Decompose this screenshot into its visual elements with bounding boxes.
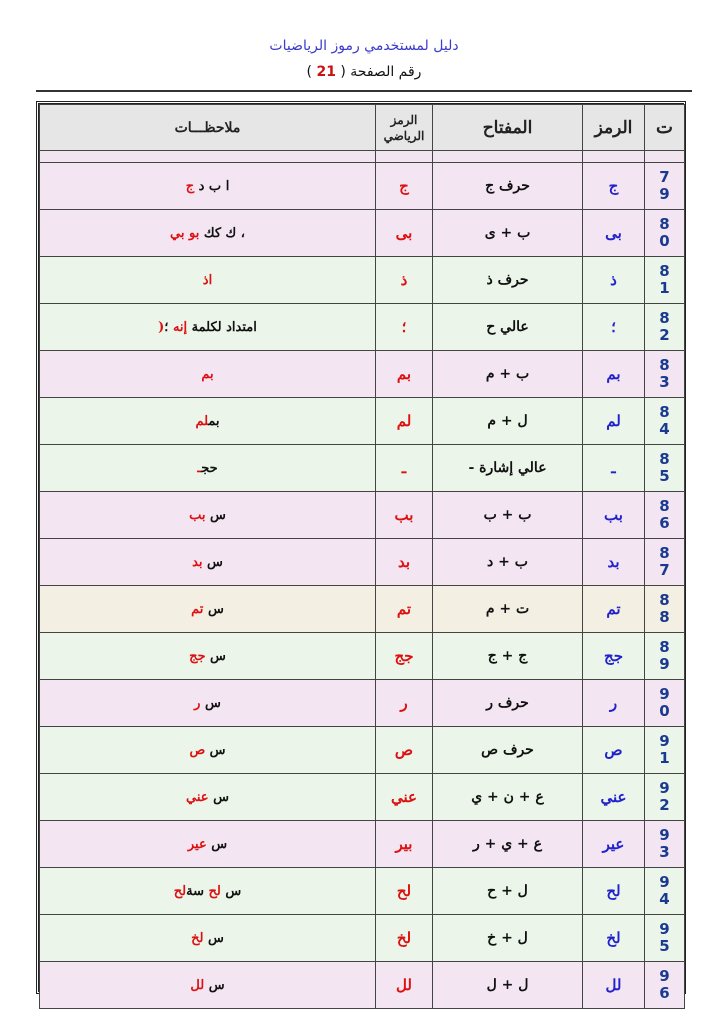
row-number-digit-1: 7 [659, 168, 670, 186]
math-symbol-cell: لم [376, 398, 433, 445]
row-number-digit-1: 8 [659, 309, 670, 327]
key-cell: ب + ى [433, 210, 583, 257]
notes-cell [40, 727, 376, 774]
key-cell: ع + ي + ر [433, 821, 583, 868]
math-symbol-cell: لح [376, 868, 433, 915]
note-highlight: بو بي [170, 225, 200, 241]
row-number-digit-2: 5 [659, 937, 670, 955]
key-cell: ب + م [433, 351, 583, 398]
note-text: س [203, 930, 224, 946]
column-header-t: ت [645, 105, 685, 151]
column-header-math-symbol [376, 105, 433, 151]
notes-cell [40, 915, 376, 962]
row-number [645, 304, 685, 351]
row-number [645, 727, 685, 774]
note-highlight: جج [189, 648, 206, 664]
row-number [645, 821, 685, 868]
key-cell: ل + م [433, 398, 583, 445]
table-row [40, 210, 685, 257]
row-number [645, 915, 685, 962]
table-row [40, 868, 685, 915]
symbol-cell: ر [583, 680, 645, 727]
notes-cell [40, 398, 376, 445]
symbol-cell: جج [583, 633, 645, 680]
row-number-digit-2: 2 [659, 796, 670, 814]
notes-cell [40, 821, 376, 868]
note-highlight: لح [208, 883, 221, 899]
key-cell: حرف ص [433, 727, 583, 774]
note-highlight: عني [186, 789, 209, 805]
key-cell: ب + د [433, 539, 583, 586]
symbol-cell: لل [583, 962, 645, 1009]
math-symbol-cell: ج [376, 163, 433, 210]
notes-cell [40, 351, 376, 398]
note-highlight: لم [195, 413, 209, 429]
note-text: ا ب د [194, 178, 230, 194]
key-cell: حرف ج [433, 163, 583, 210]
table-row [40, 351, 685, 398]
table-row [40, 774, 685, 821]
page-number-line [0, 64, 728, 80]
notes-cell [40, 586, 376, 633]
document-title: دليل لمستخدمي رموز الرياضيات [269, 38, 459, 54]
row-number-digit-2: 9 [659, 185, 670, 203]
math-symbol-cell: ر [376, 680, 433, 727]
note-highlight: بب [189, 507, 206, 523]
column-header-notes: ملاحظـــات [40, 105, 376, 151]
row-number [645, 586, 685, 633]
notes-cell [40, 304, 376, 351]
table-row [40, 586, 685, 633]
symbol-cell: عني [583, 774, 645, 821]
notes-cell [40, 539, 376, 586]
table-row [40, 398, 685, 445]
table-row [40, 445, 685, 492]
column-header-symbol: الرمز [583, 105, 645, 151]
notes-cell [40, 868, 376, 915]
row-number [645, 398, 685, 445]
row-number [645, 868, 685, 915]
key-cell: ع + ن + ي [433, 774, 583, 821]
symbol-cell: لم [583, 398, 645, 445]
note-text: س [203, 601, 224, 617]
key-cell: عالي ح [433, 304, 583, 351]
header-divider [36, 90, 692, 92]
math-symbol-cell: ذ [376, 257, 433, 304]
table-row [40, 821, 685, 868]
row-number-digit-2: 3 [659, 373, 670, 391]
note-highlight: إنه [172, 319, 188, 335]
row-number-digit-1: 8 [659, 356, 670, 374]
note-extra-highlight: لح [173, 883, 187, 899]
key-cell: حرف ر [433, 680, 583, 727]
math-symbol-cell: لل [376, 962, 433, 1009]
note-highlight: لل [190, 977, 205, 993]
row-number-digit-2: 0 [659, 232, 670, 250]
note-extra-highlight: ( [158, 319, 165, 335]
note-highlight: ج [185, 178, 195, 194]
note-text: س [220, 883, 242, 899]
note-highlight: تم [191, 601, 204, 617]
row-number [645, 351, 685, 398]
symbol-cell: لخ [583, 915, 645, 962]
row-number-digit-2: 1 [659, 279, 670, 297]
symbol-cell: بم [583, 351, 645, 398]
row-number-digit-1: 8 [659, 638, 670, 656]
note-text: س [205, 742, 226, 758]
symbol-cell: ؛ [583, 304, 645, 351]
row-number [645, 445, 685, 492]
row-number-digit-1: 9 [659, 732, 670, 750]
table-row [40, 915, 685, 962]
row-number-digit-2: 7 [659, 561, 670, 579]
row-number-digit-2: 1 [659, 749, 670, 767]
notes-cell [40, 492, 376, 539]
key-cell: ت + م [433, 586, 583, 633]
column-header-key: المفتاح [433, 105, 583, 151]
math-symbol-cell: بى [376, 210, 433, 257]
row-number-digit-1: 8 [659, 215, 670, 233]
key-cell: ل + ل [433, 962, 583, 1009]
key-cell: ج + ج [433, 633, 583, 680]
math-symbol-cell: لخ [376, 915, 433, 962]
note-text: س [202, 554, 223, 570]
math-symbol-cell: ص [376, 727, 433, 774]
note-highlight: ـ [197, 460, 202, 476]
note-highlight: بد [192, 554, 203, 570]
row-number-digit-1: 9 [659, 826, 670, 844]
note-text: س [204, 977, 225, 993]
row-number-digit-2: 4 [659, 890, 670, 908]
row-number-digit-1: 8 [659, 497, 670, 515]
symbol-cell: ذ [583, 257, 645, 304]
table-row [40, 633, 685, 680]
table-row [40, 680, 685, 727]
table-row [40, 727, 685, 774]
row-number-digit-1: 8 [659, 450, 670, 468]
symbol-cell: بب [583, 492, 645, 539]
notes-cell [40, 962, 376, 1009]
note-extra: سة [186, 883, 204, 899]
row-number-digit-1: 8 [659, 403, 670, 421]
row-number-digit-2: 9 [659, 655, 670, 673]
row-number [645, 633, 685, 680]
row-number-digit-1: 8 [659, 591, 670, 609]
symbol-cell: تم [583, 586, 645, 633]
table-row [40, 962, 685, 1009]
row-number-digit-2: 0 [659, 702, 670, 720]
key-cell: ل + ح [433, 868, 583, 915]
note-text: امتداد لكلمة [187, 319, 257, 335]
row-number-digit-2: 2 [659, 326, 670, 344]
table-row [40, 539, 685, 586]
note-text: بم [208, 413, 220, 429]
table-row [40, 492, 685, 539]
symbol-cell: عير [583, 821, 645, 868]
notes-cell [40, 210, 376, 257]
note-text: س [205, 507, 226, 523]
table-header-row [40, 105, 685, 151]
symbol-cell: ج [583, 163, 645, 210]
note-text: س [200, 695, 221, 711]
note-highlight: عير [187, 836, 207, 852]
symbol-cell: بد [583, 539, 645, 586]
math-symbol-cell: بب [376, 492, 433, 539]
row-number-digit-2: 4 [659, 420, 670, 438]
notes-cell [40, 680, 376, 727]
note-text: س [208, 789, 229, 805]
row-number [645, 774, 685, 821]
row-number-digit-2: 5 [659, 467, 670, 485]
row-number-digit-2: 6 [659, 984, 670, 1002]
table-row [40, 304, 685, 351]
math-symbol-cell: بد [376, 539, 433, 586]
symbol-cell: ـ [583, 445, 645, 492]
row-number-digit-1: 8 [659, 544, 670, 562]
note-highlight: بم [201, 366, 214, 382]
note-highlight: ص [189, 742, 206, 758]
page-label: رقم الصفحة ( [340, 64, 422, 80]
note-highlight: اذ [202, 272, 213, 288]
notes-cell [40, 774, 376, 821]
math-symbol-cell: عني [376, 774, 433, 821]
row-number [645, 962, 685, 1009]
row-number [645, 539, 685, 586]
key-cell: ب + ب [433, 492, 583, 539]
row-number-digit-1: 9 [659, 920, 670, 938]
symbols-table [39, 104, 685, 1009]
note-extra: ؛ [164, 319, 169, 335]
table-row [40, 257, 685, 304]
row-number-digit-1: 9 [659, 873, 670, 891]
math-symbol-cell: بم [376, 351, 433, 398]
key-cell: ل + خ [433, 915, 583, 962]
math-symbol-cell: بير [376, 821, 433, 868]
row-number [645, 210, 685, 257]
row-number-digit-1: 9 [659, 685, 670, 703]
row-number [645, 163, 685, 210]
row-number-digit-1: 9 [659, 779, 670, 797]
row-number-digit-2: 3 [659, 843, 670, 861]
column-header-math-line2: الرياضي [383, 128, 425, 143]
symbol-cell: بى [583, 210, 645, 257]
notes-cell [40, 163, 376, 210]
note-text: حج [201, 460, 218, 476]
notes-cell [40, 633, 376, 680]
math-symbol-cell: جج [376, 633, 433, 680]
note-text: ، ك كك [199, 225, 245, 241]
notes-cell [40, 445, 376, 492]
row-number-digit-1: 8 [659, 262, 670, 280]
spacer-row [40, 151, 685, 163]
math-symbol-cell: ـ [376, 445, 433, 492]
symbol-cell: ص [583, 727, 645, 774]
row-number [645, 492, 685, 539]
key-cell: عالي إشارة - [433, 445, 583, 492]
key-cell: حرف ذ [433, 257, 583, 304]
row-number [645, 680, 685, 727]
notes-cell [40, 257, 376, 304]
note-highlight: لخ [191, 930, 204, 946]
table-row [40, 163, 685, 210]
note-highlight: ر [194, 695, 201, 711]
row-number-digit-2: 6 [659, 514, 670, 532]
row-number [645, 257, 685, 304]
page-close: ) [306, 64, 312, 80]
note-text: س [205, 648, 226, 664]
column-header-math-line1: الرمز [390, 112, 418, 127]
row-number-digit-2: 8 [659, 608, 670, 626]
page-number: 21 [316, 64, 336, 80]
math-symbol-cell: تم [376, 586, 433, 633]
row-number-digit-1: 9 [659, 967, 670, 985]
note-text: س [206, 836, 228, 852]
math-symbol-cell: ؛ [376, 304, 433, 351]
symbol-cell: لح [583, 868, 645, 915]
